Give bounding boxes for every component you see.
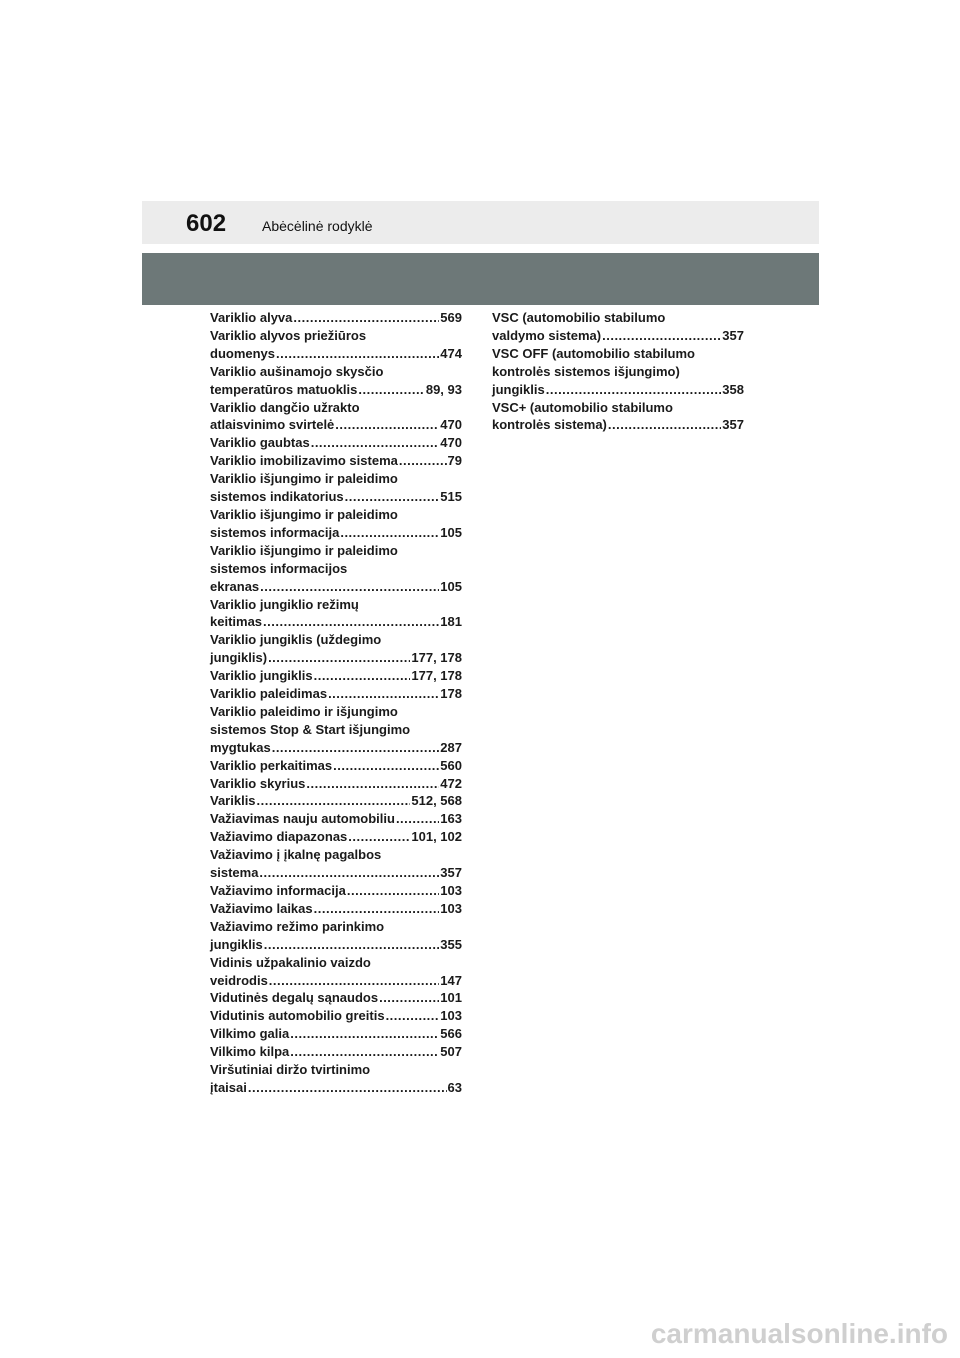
index-entry bbox=[210, 757, 462, 775]
dot-leader bbox=[314, 900, 440, 918]
index-entry-term: sistemos informacija bbox=[210, 524, 340, 540]
dot-leader bbox=[311, 434, 440, 452]
dot-leader bbox=[396, 810, 439, 828]
index-entry-pages: 357 bbox=[440, 865, 462, 881]
index-entry-final-line bbox=[210, 972, 462, 990]
index-entry-final-line bbox=[210, 936, 462, 954]
index-entry-final-line bbox=[210, 381, 462, 399]
index-entry-term: jungiklis bbox=[492, 381, 545, 397]
index-entry-final-line bbox=[492, 416, 744, 434]
index-entry-pages: 103 bbox=[440, 900, 462, 916]
dot-leader bbox=[608, 416, 721, 434]
index-entry-line: Variklio aušinamojo skysčio bbox=[210, 363, 384, 379]
dot-leader bbox=[263, 613, 439, 631]
dot-leader bbox=[333, 757, 439, 775]
dot-leader bbox=[306, 775, 439, 793]
index-entry-pages: 355 bbox=[440, 936, 462, 952]
section-title: Abėcėlinė rodyklė bbox=[262, 218, 373, 234]
index-entry-final-line bbox=[210, 900, 462, 918]
index-entry-term: Variklio alyva bbox=[210, 310, 293, 325]
index-entry-term: jungiklis bbox=[210, 936, 263, 952]
dot-leader bbox=[290, 1043, 439, 1061]
index-entry-final-line bbox=[210, 828, 462, 846]
index-entry-final-line bbox=[210, 488, 462, 506]
index-entry-final-line bbox=[210, 775, 462, 793]
dot-leader bbox=[248, 1079, 447, 1097]
index-entry bbox=[210, 954, 462, 990]
index-entry-term: Variklio paleidimas bbox=[210, 686, 328, 702]
index-entry-term: kontrolės sistema) bbox=[492, 417, 607, 433]
index-entry-pages: 178 bbox=[440, 686, 462, 702]
index-entry-line: Variklio alyvos priežiūros bbox=[210, 327, 367, 343]
index-entry-line: Variklio išjungimo ir paleidimo bbox=[210, 542, 398, 558]
index-entry-line: sistemos informacijos bbox=[210, 560, 348, 576]
index-entry-pages: 103 bbox=[440, 883, 462, 898]
index-entry-term: Variklio jungiklis bbox=[210, 668, 313, 684]
index-entry bbox=[210, 810, 462, 828]
index-entry-line: VSC OFF (automobilio stabilumo bbox=[492, 345, 695, 361]
index-entry-term: Variklio imobilizavimo sistema bbox=[210, 453, 398, 469]
index-entry-pages: 515 bbox=[440, 489, 462, 505]
index-entry-pages: 358 bbox=[722, 381, 744, 397]
watermark: carmanualsonline.info bbox=[650, 1318, 948, 1349]
dot-leader bbox=[546, 381, 722, 399]
index-entry-final-line bbox=[210, 1079, 462, 1097]
index-entry-pages: 472 bbox=[440, 775, 462, 791]
index-entry bbox=[210, 1043, 462, 1061]
index-entry-final-line bbox=[210, 882, 462, 900]
dot-leader bbox=[335, 416, 439, 434]
index-entry bbox=[210, 989, 462, 1007]
index-entry-pages: 569 bbox=[440, 310, 462, 325]
index-entry-pages: 63 bbox=[447, 1079, 462, 1095]
index-entry-final-line bbox=[210, 613, 462, 631]
index-entry-term: Variklis bbox=[210, 793, 256, 809]
index-entry-term: duomenys bbox=[210, 345, 276, 361]
index-entry-term: Važiavimo informacija bbox=[210, 883, 346, 898]
index-entry-final-line bbox=[210, 416, 462, 434]
index-entry-line: Viršutiniai diržo tvirtinimo bbox=[210, 1062, 371, 1078]
index-entry-line: Variklio jungiklis (uždegimo bbox=[210, 632, 382, 648]
index-entry-pages: 105 bbox=[440, 578, 462, 594]
index-entry bbox=[210, 470, 462, 506]
index-entry bbox=[210, 775, 462, 793]
index-entry-term: keitimas bbox=[210, 614, 263, 630]
index-entry-term: atlaisvinimo svirtelė bbox=[210, 417, 335, 433]
index-entry-line: Variklio jungiklio režimų bbox=[210, 596, 359, 612]
index-entry-final-line bbox=[210, 1025, 462, 1043]
index-entry-pages: 474 bbox=[440, 345, 462, 361]
dot-leader bbox=[602, 327, 721, 345]
index-entry-term: Variklio skyrius bbox=[210, 775, 306, 791]
index-entry-term: įtaisai bbox=[210, 1079, 247, 1095]
dot-leader bbox=[260, 578, 439, 596]
dot-leader bbox=[328, 685, 439, 703]
dot-leader bbox=[348, 828, 410, 846]
dot-leader bbox=[276, 345, 439, 363]
index-entry bbox=[210, 846, 462, 882]
index-entry bbox=[210, 631, 462, 667]
index-entry-final-line bbox=[492, 327, 744, 345]
index-entry-term: Vidutinis automobilio greitis bbox=[210, 1008, 385, 1024]
dot-leader bbox=[257, 792, 411, 810]
index-entry bbox=[210, 309, 462, 327]
index-entry-pages: 357 bbox=[722, 417, 744, 433]
index-entry-final-line bbox=[210, 1043, 462, 1061]
dot-leader bbox=[379, 989, 439, 1007]
index-entry-line: VSC (automobilio stabilumo bbox=[492, 310, 666, 325]
index-entry bbox=[210, 918, 462, 954]
index-entry-final-line bbox=[210, 434, 462, 452]
index-entry-final-line bbox=[210, 309, 462, 327]
index-entry-term: Vidutinės degalų sąnaudos bbox=[210, 990, 379, 1006]
index-entry-line: Variklio paleidimo ir išjungimo bbox=[210, 703, 398, 719]
index-entry bbox=[210, 792, 462, 810]
index-entry-pages: 79 bbox=[447, 453, 462, 469]
index-entry-line: Variklio išjungimo ir paleidimo bbox=[210, 506, 398, 522]
index-entry-final-line bbox=[210, 667, 462, 685]
section-banner bbox=[142, 253, 819, 305]
index-entry bbox=[210, 363, 462, 399]
index-entry bbox=[210, 685, 462, 703]
index-entry bbox=[210, 327, 462, 363]
dot-leader bbox=[358, 381, 424, 399]
index-entry-pages: 103 bbox=[440, 1008, 462, 1024]
index-entry-final-line bbox=[210, 452, 462, 470]
index-entry bbox=[210, 703, 462, 757]
index-entry-pages: 105 bbox=[440, 524, 462, 540]
index-entry-term: Vilkimo kilpa bbox=[210, 1044, 290, 1060]
index-entry-final-line bbox=[210, 649, 462, 667]
index-entry bbox=[210, 882, 462, 900]
index-entry-pages: 177, 178 bbox=[411, 668, 462, 684]
index-entry-pages: 512, 568 bbox=[411, 793, 462, 809]
index-column-left bbox=[210, 309, 462, 1097]
index-entry bbox=[210, 900, 462, 918]
index-entry-term: mygtukas bbox=[210, 739, 271, 755]
dot-leader bbox=[269, 972, 440, 990]
index-entry-line: Variklio išjungimo ir paleidimo bbox=[210, 471, 398, 487]
dot-leader bbox=[340, 524, 439, 542]
index-entry bbox=[210, 506, 462, 542]
index-entry bbox=[210, 434, 462, 452]
index-entry-pages: 101 bbox=[440, 990, 462, 1006]
index-entry-final-line bbox=[210, 345, 462, 363]
dot-leader bbox=[264, 936, 440, 954]
index-entry bbox=[210, 399, 462, 435]
index-entry-pages: 177, 178 bbox=[411, 650, 462, 666]
index-entry-term: sistema bbox=[210, 865, 259, 881]
index-entry-final-line bbox=[210, 685, 462, 703]
index-entry-term: Važiavimas nauju automobiliu bbox=[210, 811, 395, 827]
index-entry-pages: 560 bbox=[440, 757, 462, 773]
dot-leader bbox=[347, 882, 439, 900]
index-entry-final-line bbox=[210, 524, 462, 542]
index-entry-pages: 147 bbox=[440, 972, 462, 988]
index-entry-term: veidrodis bbox=[210, 972, 268, 988]
index-entry-pages: 181 bbox=[440, 614, 462, 630]
index-entry-term: Važiavimo diapazonas bbox=[210, 829, 348, 845]
page-number: 602 bbox=[186, 210, 227, 237]
index-entry-final-line bbox=[210, 989, 462, 1007]
index-entry bbox=[210, 1061, 462, 1097]
dot-leader bbox=[259, 864, 439, 882]
header-band bbox=[142, 201, 819, 244]
index-entry bbox=[210, 452, 462, 470]
index-entry bbox=[210, 828, 462, 846]
index-entry-line: Važiavimo į įkalnę pagalbos bbox=[210, 847, 382, 863]
dot-leader bbox=[293, 309, 439, 327]
index-entry-final-line bbox=[492, 381, 744, 399]
index-entry bbox=[492, 399, 744, 435]
index-entry-final-line bbox=[210, 792, 462, 810]
dot-leader bbox=[345, 488, 440, 506]
index-entry-term: Važiavimo laikas bbox=[210, 900, 313, 916]
index-entry-term: jungiklis) bbox=[210, 650, 268, 666]
index-entry-line: Variklio dangčio užrakto bbox=[210, 399, 360, 415]
dot-leader bbox=[272, 739, 440, 757]
index-entry-line: sistemos Stop & Start išjungimo bbox=[210, 721, 411, 737]
index-entry bbox=[210, 1025, 462, 1043]
index-entry-term: ekranas bbox=[210, 578, 260, 594]
dot-leader bbox=[386, 1007, 440, 1025]
index-entry-term: Vilkimo galia bbox=[210, 1026, 290, 1042]
index-entry-term: Variklio gaubtas bbox=[210, 435, 310, 451]
index-entry-term: Variklio perkaitimas bbox=[210, 757, 333, 773]
index-entry-final-line bbox=[210, 1007, 462, 1025]
index-entry-pages: 89, 93 bbox=[425, 381, 462, 397]
index-entry bbox=[210, 667, 462, 685]
index-entry-line: kontrolės sistemos išjungimo) bbox=[492, 363, 680, 379]
index-entry bbox=[492, 345, 744, 399]
dot-leader bbox=[399, 452, 447, 470]
index-entry-pages: 470 bbox=[440, 435, 462, 451]
index-entry-line: Vidinis užpakalinio vaizdo bbox=[210, 954, 371, 970]
index-entry bbox=[210, 1007, 462, 1025]
index-entry-pages: 287 bbox=[440, 739, 462, 755]
index-entry-pages: 101, 102 bbox=[411, 829, 462, 845]
index-entry bbox=[210, 596, 462, 632]
index-entry-pages: 357 bbox=[722, 327, 744, 343]
index-entry-final-line bbox=[210, 739, 462, 757]
index-entry-final-line bbox=[210, 864, 462, 882]
dot-leader bbox=[290, 1025, 439, 1043]
index-entry bbox=[210, 542, 462, 596]
index-entry-pages: 163 bbox=[440, 811, 462, 827]
index-entry-final-line bbox=[210, 810, 462, 828]
index-entry-final-line bbox=[210, 578, 462, 596]
index-entry-term: temperatūros matuoklis bbox=[210, 381, 358, 397]
index-entry-term: sistemos indikatorius bbox=[210, 489, 344, 505]
index-entry-pages: 470 bbox=[440, 417, 462, 433]
dot-leader bbox=[268, 649, 410, 667]
index-entry-pages: 507 bbox=[440, 1044, 462, 1060]
dot-leader bbox=[314, 667, 411, 685]
index-entry-final-line bbox=[210, 757, 462, 775]
index-entry-pages: 566 bbox=[440, 1026, 462, 1042]
index-entry-line: Važiavimo režimo parinkimo bbox=[210, 918, 385, 934]
index-entry bbox=[492, 309, 744, 345]
index-column-right bbox=[492, 309, 744, 434]
index-entry-term: valdymo sistema) bbox=[492, 327, 602, 343]
index-entry-line: VSC+ (automobilio stabilumo bbox=[492, 399, 673, 415]
